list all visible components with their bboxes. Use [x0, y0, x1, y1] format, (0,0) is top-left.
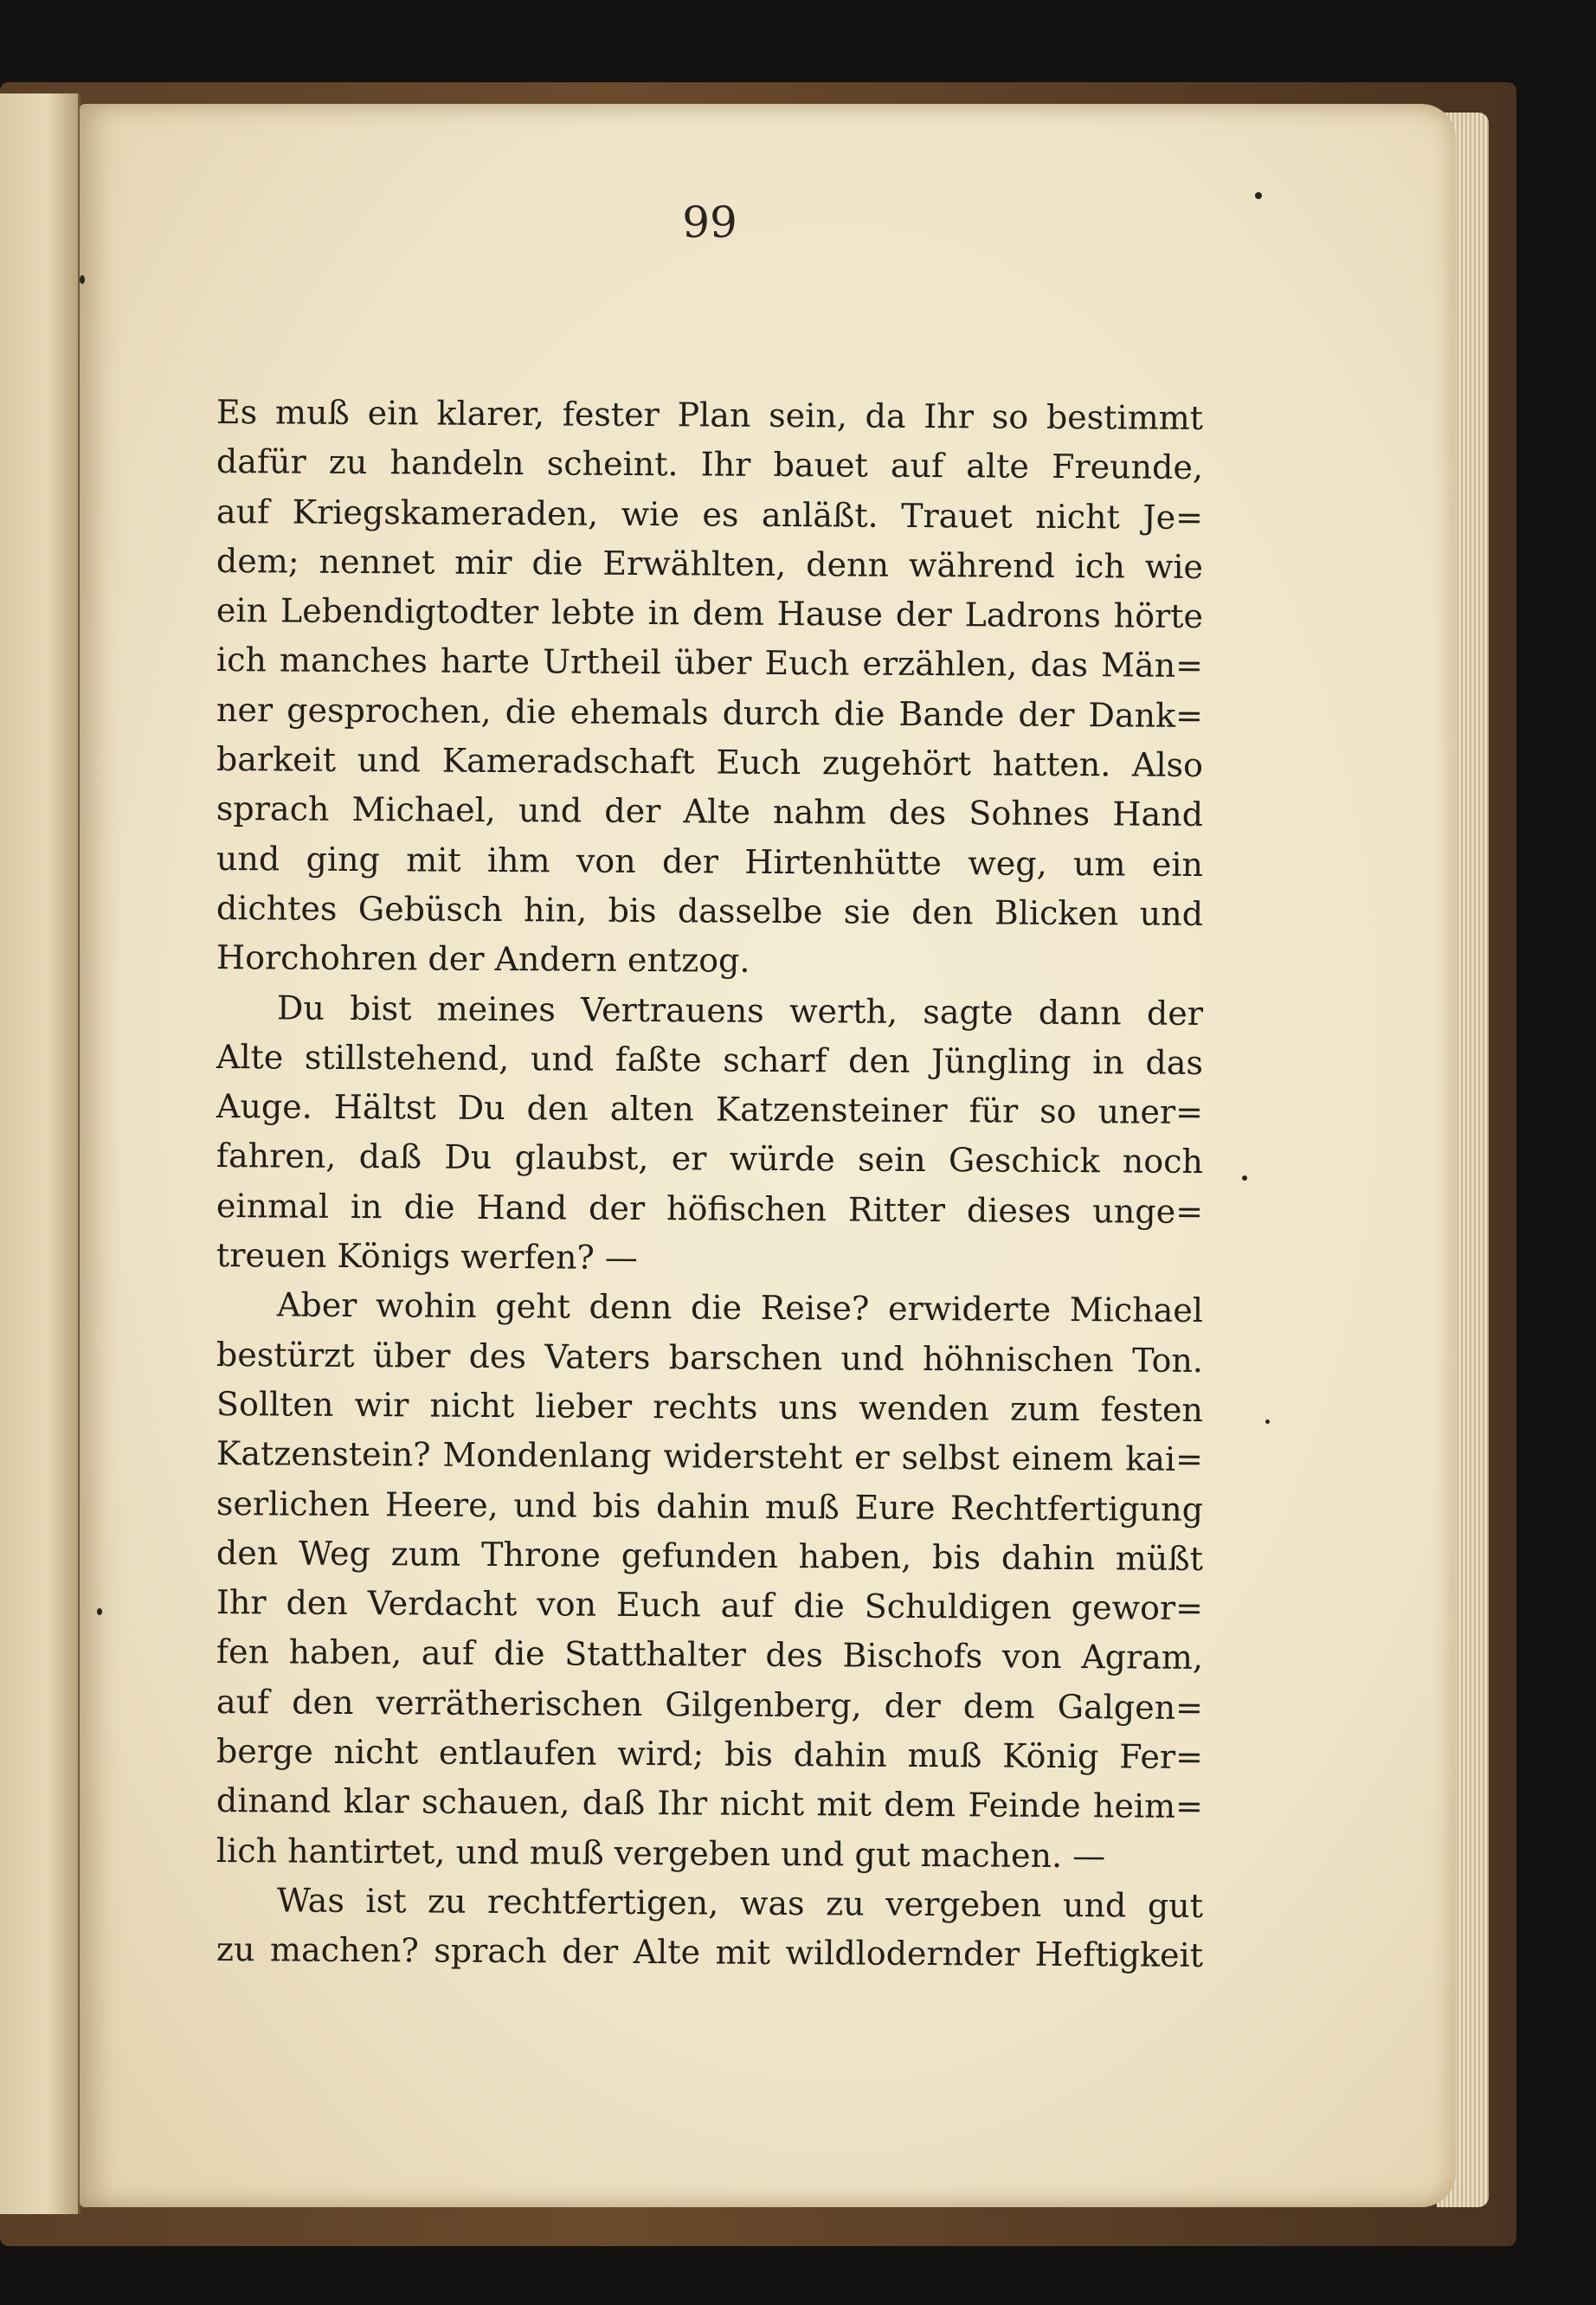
text-line: barkeit und Kameradschaft Euch zugehört hatten. Also: [216, 740, 1204, 785]
text-line: Katzenstein? Mondenlang widersteht er selbst einem kai=: [216, 1434, 1204, 1479]
text-line: dinand klar schauen, daß Ihr nicht mit dem Feinde heim=: [216, 1781, 1204, 1826]
text-line: Horchohren der Andern entzog.: [216, 938, 750, 981]
text-line: fen haben, auf die Statthalter des Bischofs von Agram,: [216, 1632, 1204, 1677]
text-line: serlichen Heere, und bis dahin muß Eure Rechtfertigung: [216, 1484, 1204, 1529]
text-line: dem; nennet mir die Erwählten, denn während ich wie: [216, 541, 1204, 586]
paper-speck: [1265, 1420, 1270, 1424]
paper-speck: [80, 275, 85, 284]
text-line: fahren, daß Du glaubst, er würde sein Geschick noch: [216, 1136, 1204, 1181]
text-line: Es muß ein klarer, fester Plan sein, da Ihr so bestimmt: [216, 393, 1204, 437]
text-line: berge nicht entlaufen wird; bis dahin muß König Fer=: [216, 1732, 1204, 1776]
text-line: Sollten wir nicht lieber rechts uns wenden zum festen: [216, 1384, 1204, 1429]
left-page-edge: [0, 93, 80, 2214]
text-line: dafür zu handeln scheint. Ihr bauet auf alte Freunde,: [216, 442, 1204, 487]
text-line: ner gesprochen, die ehemals durch die Bande der Dank=: [216, 690, 1204, 735]
text-line: ich manches harte Urtheil über Euch erzählen, das Män=: [216, 641, 1204, 686]
text-line: Aber wohin geht denn die Reise? erwiderte Michael: [276, 1285, 1204, 1330]
text-line: Was ist zu rechtfertigen, was zu vergeben und gut: [276, 1881, 1204, 1925]
text-line: auf Kriegskameraden, wie es anläßt. Trauet nicht Je=: [216, 492, 1204, 537]
text-line: Ihr den Verdacht von Euch auf die Schuldigen gewor=: [216, 1583, 1204, 1628]
paper-speck: [1255, 192, 1262, 199]
text-line: zu machen? sprach der Alte mit wildlodernder Heftigkeit: [216, 1930, 1204, 1975]
text-line: Du bist meines Vertrauens werth, sagte dann der: [276, 988, 1204, 1033]
body-text: [216, 388, 1203, 1975]
text-line: und ging mit ihm von der Hirtenhütte weg, um ein: [216, 839, 1204, 884]
text-line: den Weg zum Throne gefunden haben, bis dahin müßt: [216, 1533, 1204, 1578]
text-line: Alte stillstehend, und faßte scharf den Jüngling in das: [216, 1037, 1204, 1082]
text-line: Auge. Hältst Du den alten Katzensteiner für so uner=: [216, 1087, 1204, 1132]
page-number: 99: [682, 197, 737, 248]
text-line: auf den verrätherischen Gilgenberg, der dem Galgen=: [216, 1682, 1204, 1727]
paper-speck: [97, 1608, 102, 1615]
text-line: sprach Michael, und der Alte nahm des Sohnes Hand: [216, 789, 1204, 834]
text-line: treuen Königs werfen? —: [216, 1236, 639, 1278]
text-line: lich hantirtet, und muß vergeben und gut machen. —: [216, 1831, 1106, 1875]
text-line: einmal in die Hand der höfischen Ritter dieses unge=: [216, 1186, 1204, 1231]
text-line: dichtes Gebüsch hin, bis dasselbe sie den Blicken und: [216, 888, 1204, 933]
text-line: ein Lebendigtodter lebte in dem Hause der Ladrons hörte: [216, 591, 1204, 636]
paper-speck: [1242, 1175, 1247, 1181]
text-line: bestürzt über des Vaters barschen und höhnischen Ton.: [216, 1335, 1204, 1380]
